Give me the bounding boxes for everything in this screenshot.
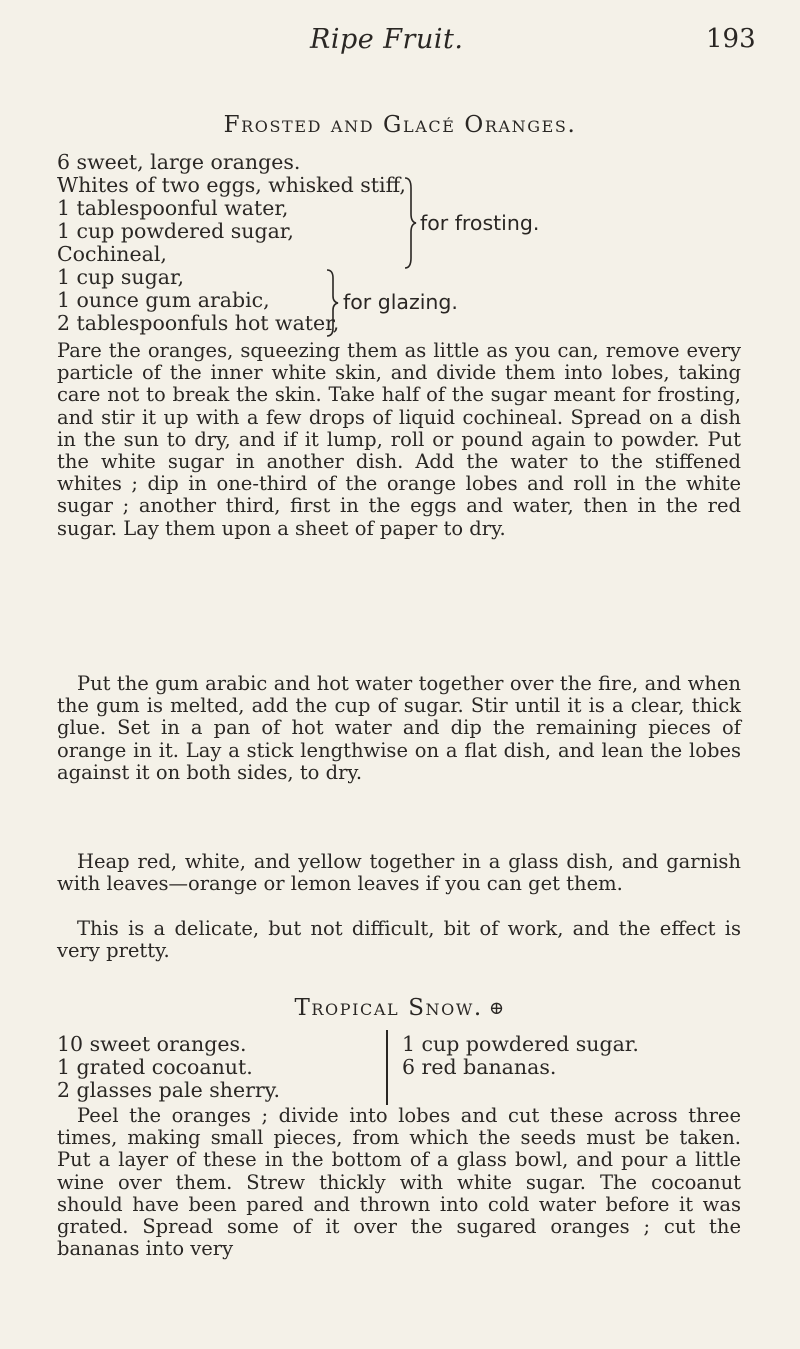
paragraph-text: This is a delicate, but not difficult, bit of work, and the effect is very pretty. xyxy=(57,917,741,963)
recipe-title-text: Tropical Snow. xyxy=(294,995,483,1021)
paragraph-text: Heap red, white, and yellow together in a glass dish, and garnish with leaves—orange or lemon leaves if you can get them. xyxy=(57,850,741,896)
ingredient-line: 1 cup powdered sugar. xyxy=(402,1032,639,1056)
paragraph-text: Peel the oranges ; divide into lobes and cut these across three times, making small pieces, from which the seeds must be taken. Put a layer of these in the bottom of a glass bowl, and pour a little wine over them. Strew thickly with white sugar. The cocoanut should have been pared and thrown into cold water before it was grated. Spread some of it over the sugared oranges ; cut the bananas into very xyxy=(57,1104,741,1261)
paragraph-text: Put the gum arabic and hot water together over the fire, and when the gum is melted, add the cup of sugar. Stir until it is a clear, thick glue. Set in a pan of hot water and dip the remaining pieces of orange in it. Lay a stick lengthwise on a flat dish, and lean the lobes against it on both sides, to dry. xyxy=(57,672,741,784)
page-number: 193 xyxy=(706,24,756,54)
instructions-paragraph xyxy=(57,673,741,784)
running-head xyxy=(0,14,800,54)
ingredient-line: 1 ounce gum arabic, xyxy=(57,288,270,312)
recipe-title-frosted-oranges: Frosted and Glacé Oranges. xyxy=(223,112,577,138)
ingredient-line: 1 cup powdered sugar, xyxy=(57,219,294,243)
column-divider xyxy=(386,1030,388,1105)
meatless-symbol-icon: ⊕ xyxy=(488,998,506,1019)
ingredient-line: 2 tablespoonfuls hot water, xyxy=(57,311,340,335)
instructions-paragraph xyxy=(57,340,741,540)
recipe-title-tropical-snow xyxy=(0,995,800,1021)
frosting-brace-icon xyxy=(403,176,417,270)
ingredient-line: 6 red bananas. xyxy=(402,1055,557,1079)
ingredient-line: 10 sweet oranges. xyxy=(57,1032,247,1056)
instructions-paragraph xyxy=(57,1105,741,1260)
glazing-brace-icon xyxy=(325,268,339,338)
running-head-title: Ripe Fruit. xyxy=(310,24,464,55)
ingredient-line: 6 sweet, large oranges. xyxy=(57,150,301,174)
instructions-paragraph xyxy=(57,851,741,895)
ingredient-line: Whites of two eggs, whisked stiff, xyxy=(57,173,406,197)
instructions-paragraph xyxy=(57,918,741,962)
ingredient-line: 1 grated cocoanut. xyxy=(57,1055,253,1079)
glazing-note: for glazing. xyxy=(343,290,458,314)
ingredient-line: Cochineal, xyxy=(57,242,167,266)
ingredient-line: 1 cup sugar, xyxy=(57,265,185,289)
frosting-note: for frosting. xyxy=(420,211,540,235)
ingredient-line: 1 tablespoonful water, xyxy=(57,196,289,220)
ingredient-line: 2 glasses pale sherry. xyxy=(57,1078,281,1102)
paragraph-text: Pare the oranges, squeezing them as little as you can, remove every particle of the inner white skin, and divide them into lobes, taking care not to break the skin. Take half of the sugar meant for frosting, and stir it up with a few drops of liquid cochineal. Spread on a dish in the sun to dry, and if it lump, roll or pound again to powder. Put the white sugar in another dish. Add the water to the stiffened whites ; dip in one-third of the orange lobes and roll in the white sugar ; another third, first in the eggs and water, then in the red sugar. Lay them upon a sheet of paper to dry. xyxy=(57,339,741,540)
